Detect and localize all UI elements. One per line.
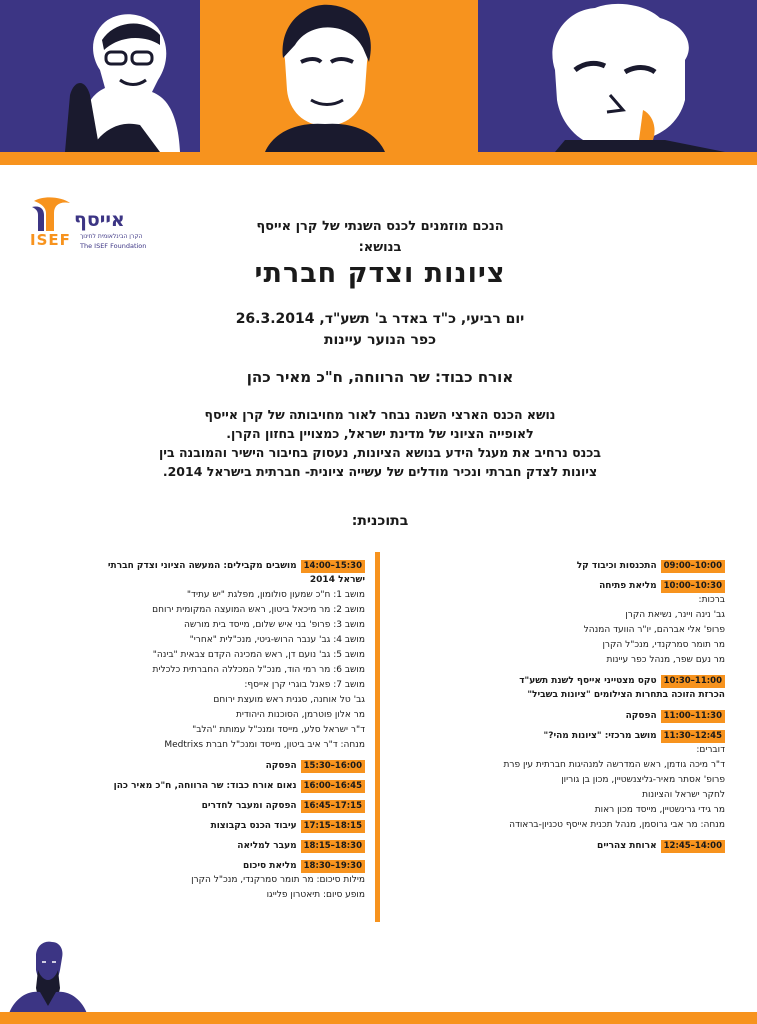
program-heading: בתוכנית: xyxy=(351,513,409,529)
program-column-afternoon xyxy=(45,560,365,910)
flame-logo-icon xyxy=(30,195,74,233)
program-item-label: הפסקה ומעבר לחדרים xyxy=(201,801,297,811)
program-item-header xyxy=(390,580,725,593)
program-item xyxy=(45,840,365,853)
time-badge: 09:00–10:00 xyxy=(661,560,725,573)
program-item-detail: מושב 2: מר מיכאל ביטון, ראש המועצה המקומית ירוחם xyxy=(152,605,365,615)
time-badge: 15:30–16:00 xyxy=(301,760,365,773)
topic-lead: בנושא: xyxy=(358,240,402,255)
program-item-label: טקס מצטייני אייסף לשנת תשע"ד xyxy=(519,676,657,686)
time-badge: 18:30–19:30 xyxy=(301,860,365,873)
program-item-detail: מושב 1: ח"כ שמעון סולומון, מפלגת "יש עתיד" xyxy=(186,590,365,600)
time-badge: 12:45–14:00 xyxy=(661,840,725,853)
program-item-detail: גב' טל אוחנה, סגנית ראש מועצת ירוחם xyxy=(213,695,365,705)
program-item xyxy=(390,840,725,853)
program-item-detail: מר תומר סמרקנדי, מנכ"ל הקרן xyxy=(602,640,725,650)
logo-name: אייסף xyxy=(74,209,125,231)
time-badge: 17:15–18:15 xyxy=(301,820,365,833)
program-item-detail: פרופ' אסתר מאיר-גליצנשטיין, מכון בן גוריון xyxy=(561,775,725,785)
guest-of-honor: אורח כבוד: שר הרווחה, ח"כ מאיר כהן xyxy=(246,368,514,386)
program-item xyxy=(390,730,725,833)
time-badge: 10:00–10:30 xyxy=(661,580,725,593)
logo-sub-hebrew: הקרן הבינלאומית לחינוך xyxy=(80,233,143,240)
program-item-label: הפסקה xyxy=(265,761,297,771)
program-item-label: מליאת פתיחה xyxy=(599,581,657,591)
program-item-label: מליאת סיכום xyxy=(242,861,297,871)
program-item xyxy=(45,780,365,793)
program-item-detail: ד"ר מיכה גודמן, ראש המדרשה למנהיגות חברתית עין פרת xyxy=(503,760,725,770)
program-item-label: התכנסות וכיבוד קל xyxy=(576,561,657,571)
page-title: ציונות וצדק חברתי xyxy=(254,258,506,289)
time-badge: 16:45–17:15 xyxy=(301,800,365,813)
column-divider xyxy=(375,552,380,922)
program-item xyxy=(45,560,365,753)
event-venue: כפר הנוער עיינות xyxy=(323,332,437,348)
program-item-label: עיבוד הכנס בקבוצות xyxy=(210,821,297,831)
portrait-middle-image xyxy=(265,0,385,152)
program-column-morning xyxy=(390,560,725,860)
program-item-header xyxy=(390,710,725,723)
event-date: יום רביעי, כ"ד באדר ב' תשע"ד, 26.3.2014 xyxy=(235,311,525,327)
footer-bar xyxy=(0,1012,757,1024)
program-item-detail: מושב 7: פאנל בוגרי קרן אייסף: xyxy=(244,680,365,690)
time-badge: 16:00–16:45 xyxy=(301,780,365,793)
program-item-label: מעבר למליאה xyxy=(237,841,297,851)
program-item-detail: מר אלון פוטרמן, הסוכנות היהודית xyxy=(235,710,365,720)
program-item xyxy=(390,710,725,723)
program-item-header xyxy=(45,820,365,833)
intro-paragraph xyxy=(110,405,650,481)
program-item-detail: ד"ר ישראל סלע, מייסד ומנכ"ל עמותת "הלב" xyxy=(192,725,365,735)
logo-sub-english: The ISEF Foundation xyxy=(80,242,147,250)
program-item xyxy=(390,675,725,703)
program-item-label: הפסקה xyxy=(625,711,657,721)
program-item xyxy=(45,800,365,813)
program-item-label: נאום אורח כבוד: שר הרווחה, ח"כ מאיר כהן xyxy=(113,781,297,791)
isef-logo xyxy=(30,195,145,257)
intro-line: בכנס נרחיב את מעגל הידע בנושא הציונות, נעסוק בחיבור הישיר והמובנה בין xyxy=(159,445,601,460)
time-badge: 18:15–18:30 xyxy=(301,840,365,853)
intro-line: נושא הכנס הארצי השנה נבחר לאור מחויבותה של קרן אייסף xyxy=(204,407,556,422)
program-item xyxy=(45,820,365,833)
program-item-header xyxy=(45,760,365,773)
program-item-detail: מנחה: מר אבי גרוסמן, מנהל תכנית אייסף טכניון-בראודה xyxy=(509,820,725,830)
program-item-label: ארוחת צהריים xyxy=(597,841,657,851)
program-item-subtitle: הכרזת הזוכה בתחרות הצילומים "ציונות בשביל" xyxy=(527,690,725,700)
program-item-detail: פרופ' אלי אברהם, יו"ר הוועד המנהל xyxy=(583,625,725,635)
banner-strip xyxy=(0,152,757,165)
time-badge: 14:00–15:30 xyxy=(301,560,365,573)
program-item-subtitle: ישראל 2014 xyxy=(309,575,365,585)
program-item-detail: מושב 6: מר רמי הוד, מנכ"ל המכללה החברתית כלכלית xyxy=(152,665,365,675)
program-item-header xyxy=(45,800,365,813)
time-badge: 11:30–12:45 xyxy=(661,730,725,743)
program-item-header xyxy=(390,730,725,743)
program-item-header xyxy=(390,560,725,573)
program-item-header xyxy=(45,780,365,793)
program-item-detail: מושב 5: גב' נועם דן, ראש המכינה הקדם צבאית "בינה" xyxy=(152,650,365,660)
portrait-left-image xyxy=(60,0,190,152)
intro-line: ציונות לצדק חברתי ונכיר מודלים של עשייה ציונית- חברתית בישראל 2014. xyxy=(162,464,598,479)
program-item xyxy=(45,860,365,903)
program-item-header xyxy=(45,840,365,853)
program-item xyxy=(390,580,725,668)
program-item-detail: מר גידי גרינשטיין, מייסד מכון ראות xyxy=(594,805,725,815)
program-item-header xyxy=(390,840,725,853)
program-item-detail: דוברים: xyxy=(696,745,725,755)
program-item-detail: מושב 4: גב' ענבר הרוש-גיטי, מנכ"לית "אחרי" xyxy=(189,635,365,645)
program-item-detail: לחקר ישראל והציונות xyxy=(642,790,725,800)
program-item xyxy=(390,560,725,573)
herzl-portrait-image xyxy=(8,940,88,1016)
program-item-detail: מילות סיכום: מר תומר סמרקנדי, מנכ"ל הקרן xyxy=(191,875,365,885)
intro-line: לאופייה הציוני של מדינת ישראל, כמצויין בחזון הקרן. xyxy=(226,426,534,441)
portrait-right-image xyxy=(535,0,735,152)
top-banner xyxy=(0,0,757,165)
program-item-detail: מנחה: ד"ר איב ביטון, מייסד ומנכ"ל חברת Medtrixs xyxy=(164,740,365,750)
program-item-detail: גב' נינה ויינר, נשיאת הקרן xyxy=(625,610,725,620)
time-badge: 11:00–11:30 xyxy=(661,710,725,723)
program-item-label: מושבים מקבילים: המעשה הציוני וצדק חברתי xyxy=(107,561,297,571)
program-item-detail: מר נעם שפר, מנהל כפר עיינות xyxy=(606,655,725,665)
program-item-header xyxy=(45,860,365,873)
program-item-detail: מופע סיום: תיאטרון פלייגו xyxy=(266,890,365,900)
program-item-header xyxy=(390,675,725,688)
program-item-detail: מושב 3: פרופ' בני איש שלום, מייסד בית מורשה xyxy=(184,620,365,630)
program-item-detail: ברכות: xyxy=(698,595,725,605)
program-item-header xyxy=(45,560,365,573)
program-item-label: מושב מרכזי: "ציונות מהי?" xyxy=(543,731,657,741)
invitation-line: הנכם מוזמנים לכנס השנתי של קרן אייסף xyxy=(256,219,504,234)
time-badge: 10:30–11:00 xyxy=(661,675,725,688)
logo-isef: ISEF xyxy=(30,231,71,249)
program-item xyxy=(45,760,365,773)
